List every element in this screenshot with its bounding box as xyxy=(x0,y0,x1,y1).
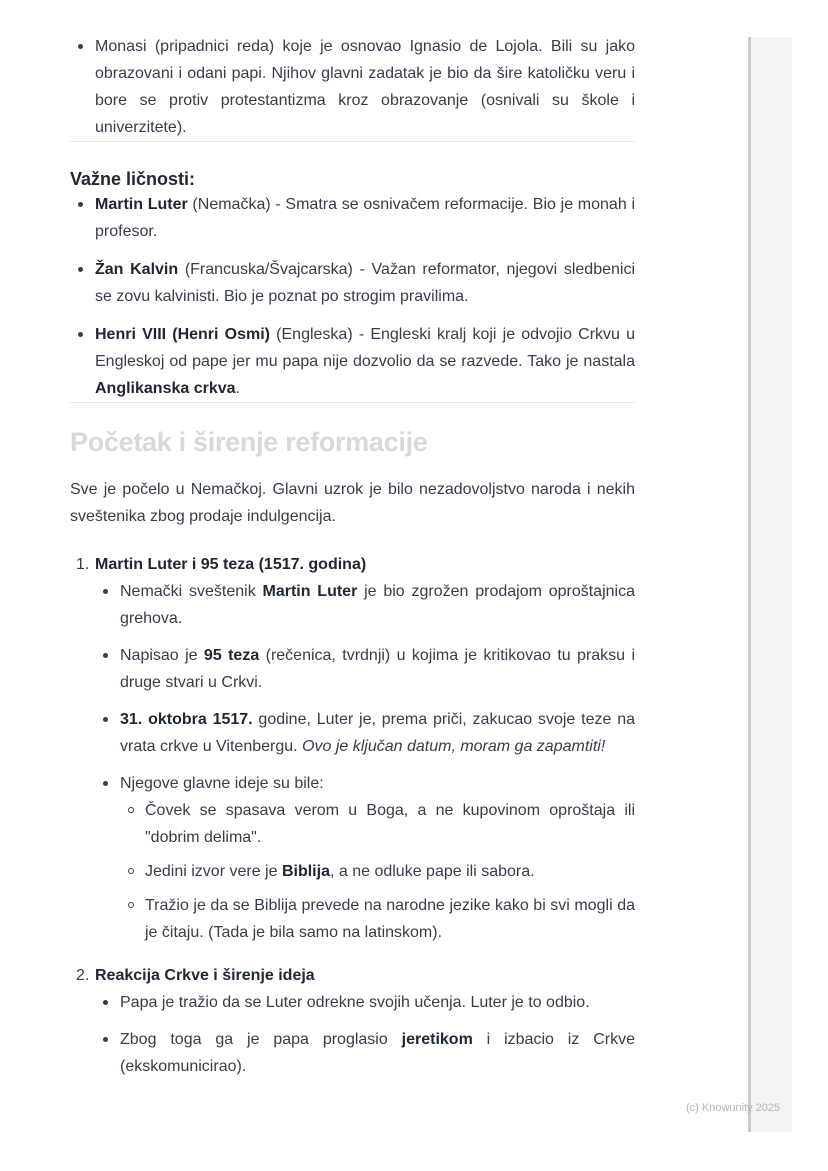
list-item-text: Zbog toga ga je papa proglasio jeretikom i izbacio iz Crkve (ekskomunicirao). xyxy=(120,1031,635,1075)
list-item xyxy=(120,858,635,885)
document-page xyxy=(70,0,635,1080)
list-item-text: Napisao je 95 teza (rečenica, tvrdnji) u kojima je kritikovao tu praksu i druge stvari u Crkvi. xyxy=(120,647,635,691)
important-people-heading: Važne ličnosti: xyxy=(70,169,196,189)
list-item-text: Njegove glavne ideje su bile: xyxy=(120,775,324,792)
list-item xyxy=(95,578,635,632)
section-heading-faded: Početak i širenje reformacije xyxy=(70,427,428,457)
numbered-item-title: Martin Luter i 95 teza (1517. godina) xyxy=(95,556,367,573)
list-item-text: Tražio je da se Biblija prevede na narodne jezike kako bi svi mogli da je čitaju. (Tada je bila samo na latinskom). xyxy=(145,897,635,941)
item-number: 1. xyxy=(76,556,90,573)
list-item xyxy=(70,33,635,141)
bullet-icon xyxy=(103,781,108,786)
nested-bullet-list xyxy=(95,578,635,946)
circle-bullet-icon xyxy=(128,807,134,813)
list-item-text: Žan Kalvin (Francuska/Švajcarska) - Važan reformator, njegovi sledbenici se zovu kalvinisti. Bio je poznat po strogim pravilima. xyxy=(95,261,635,305)
bullet-icon xyxy=(78,202,83,207)
bullet-icon xyxy=(78,267,83,272)
list-item-text: Čovek se spasava verom u Boga, a ne kupovinom oproštaja ili "dobrim delima". xyxy=(145,802,635,846)
list-item-text: Martin Luter (Nemačka) - Smatra se osnivačem reformacije. Bio je monah i profesor. xyxy=(95,196,635,240)
numbered-item xyxy=(70,551,635,946)
circle-bullet-icon xyxy=(128,868,134,874)
list-item xyxy=(95,1026,635,1080)
list-item xyxy=(95,989,635,1016)
list-item-text: 31. oktobra 1517. godine, Luter je, prema priči, zakucao svoje teze na vrata crkve u Vitenbergu. Ovo je ključan datum, moram ga zapamtiti! xyxy=(120,711,636,755)
numbered-item-title: Reakcija Crkve i širenje ideja xyxy=(95,967,315,984)
important-people-list xyxy=(70,191,635,402)
watermark: (c) Knowunity 2025 xyxy=(686,1102,781,1114)
list-item xyxy=(70,321,635,402)
list-item xyxy=(70,191,635,245)
item-number: 2. xyxy=(76,967,90,984)
bullet-icon xyxy=(103,589,108,594)
list-item-text: Nemački sveštenik Martin Luter je bio zgrožen prodajom oproštajnica grehova. xyxy=(120,583,635,627)
section-intro-paragraph: Sve je počelo u Nemačkoj. Glavni uzrok je bilo nezadovoljstvo naroda i nekih sveštenika zbog prodaje indulgencija. xyxy=(70,481,635,525)
intro-bullet-list xyxy=(70,33,635,141)
list-item-text: Monasi (pripadnici reda) koje je osnovao Ignasio de Lojola. Bili su jako obrazovani i odani papi. Njihov glavni zadatak je bio da šire katoličku veru i bore se protiv protestantizma kroz obrazovanje (osnivali su škole i univerzitete). xyxy=(95,38,635,136)
numbered-list xyxy=(70,551,635,1080)
sub-bullet-list xyxy=(120,797,635,946)
numbered-item xyxy=(70,962,635,1080)
list-item-text: Jedini izvor vere je Biblija, a ne odluke pape ili sabora. xyxy=(145,863,535,880)
next-page-edge[interactable] xyxy=(748,37,792,1132)
list-item xyxy=(95,770,635,946)
list-item-text: Henri VIII (Henri Osmi) (Engleska) - Engleski kralj koji je odvojio Crkvu u Engleskoj od pape jer mu papa nije dozvolio da se razvede. Tako je nastala Anglikanska crkva. xyxy=(95,326,636,397)
list-item-text: Papa je tražio da se Luter odrekne svojih učenja. Luter je to odbio. xyxy=(120,994,590,1011)
list-item xyxy=(120,797,635,851)
bullet-icon xyxy=(103,653,108,658)
nested-bullet-list xyxy=(95,989,635,1080)
list-item xyxy=(120,892,635,946)
bullet-icon xyxy=(103,1037,108,1042)
list-item xyxy=(95,642,635,696)
circle-bullet-icon xyxy=(128,902,134,908)
bullet-icon xyxy=(103,717,108,722)
bullet-icon xyxy=(78,332,83,337)
list-item xyxy=(95,706,635,760)
section-divider xyxy=(70,402,635,403)
section-divider xyxy=(70,141,635,142)
bullet-icon xyxy=(103,1000,108,1005)
list-item xyxy=(70,256,635,310)
bullet-icon xyxy=(78,44,83,49)
